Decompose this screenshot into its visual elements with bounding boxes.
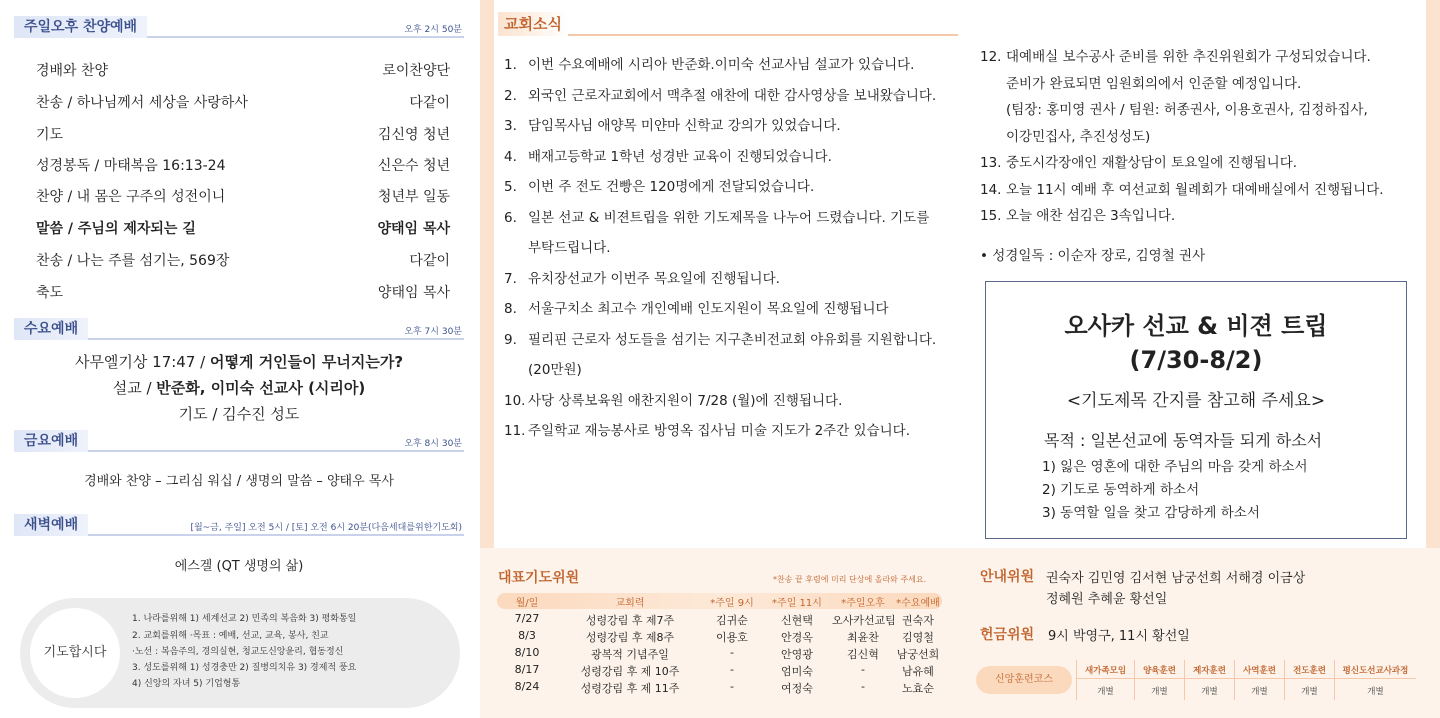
table-cell: 성령강림 후 제 10주	[580, 665, 680, 678]
news-item-number: 2.	[504, 87, 517, 104]
training-course-column	[1184, 660, 1234, 700]
training-course-column	[1076, 660, 1134, 700]
wednesday-time: 오후 7시 30분	[404, 327, 462, 337]
wednesday-title: 수요예배	[14, 318, 88, 340]
osaka-trip-box	[985, 281, 1407, 539]
order-person: 다같이	[409, 95, 450, 111]
news-item-text: 오늘 애찬 섬김은 3속입니다.	[1006, 208, 1176, 224]
news-item-number: 7.	[504, 270, 517, 287]
bible-reading: • 성경일독 : 이순자 장로, 김영철 권사	[980, 248, 1206, 264]
news-item	[504, 325, 944, 386]
order-person: 양태임 목사	[377, 221, 450, 237]
news-item	[980, 97, 1420, 124]
training-course-status: 개별	[1251, 687, 1268, 697]
training-course	[976, 660, 1416, 700]
table-cell: 8/24	[514, 680, 540, 693]
wednesday-scripture	[14, 351, 464, 372]
representatives-title: 대표기도위원	[498, 570, 580, 586]
order-item: 찬송 / 하나님께서 세상을 사랑하사	[36, 95, 248, 111]
news-item-number: 13.	[980, 155, 1002, 171]
table-row	[497, 629, 942, 645]
training-course-status: 개별	[1301, 687, 1318, 697]
news-item-number	[980, 124, 1006, 151]
table-cell: 오사카선교팀	[832, 614, 896, 627]
news-item-text: 주일학교 재능봉사로 방영옥 집사님 미술 지도가 2주간 있습니다.	[528, 423, 910, 439]
news-item-text: 사당 상록보육원 애찬지원이 7/28 (월)에 진행됩니다.	[528, 392, 843, 409]
table-cell: 안영광	[781, 648, 813, 661]
order-row	[36, 282, 450, 302]
representatives-header: *수요예배	[896, 598, 940, 609]
representatives-header: *주일오후	[841, 598, 885, 609]
order-item: 찬송 / 나는 주를 섬기는, 569장	[36, 253, 230, 269]
news-title: 교회소식	[498, 12, 568, 36]
order-person: 양태임 목사	[377, 285, 450, 301]
news-item	[980, 150, 1420, 177]
sunday-pm-header	[14, 16, 464, 38]
training-course-name: 사역훈련	[1243, 666, 1276, 676]
table-cell: 신현택	[781, 614, 813, 627]
news-item-number: 15.	[980, 208, 1002, 224]
training-course-column	[1284, 660, 1334, 700]
wednesday-preacher-name: 반준화, 이미숙 선교사 (시리아)	[156, 379, 366, 397]
osaka-prayer-3: 3) 동역할 일을 찾고 감당하게 하소서	[1042, 505, 1260, 521]
news-item-text: 오늘 11시 예배 후 여선교회 월례회가 대예배실에서 진행됩니다.	[1006, 181, 1384, 198]
representatives-header-row	[497, 593, 942, 609]
news-item	[504, 142, 944, 173]
table-cell: 안경옥	[781, 631, 813, 644]
table-cell: -	[861, 663, 865, 676]
training-course-name: 제자훈련	[1193, 666, 1226, 676]
news-item	[980, 203, 1420, 230]
news-item-number: 1.	[504, 57, 517, 73]
training-course-name: 새가족모임	[1084, 666, 1127, 676]
news-item	[504, 111, 944, 142]
table-cell: 7/27	[514, 612, 540, 625]
training-label: 신앙훈련코스	[976, 666, 1072, 694]
order-row	[36, 155, 450, 175]
news-item	[980, 124, 1420, 151]
osaka-prayer-2: 2) 기도로 동역하게 하소서	[1042, 482, 1200, 498]
news-item-text: 이강민집사, 추진성성도)	[1006, 128, 1151, 145]
training-course-name: 전도훈련	[1293, 666, 1326, 676]
news-item-number: 11.	[504, 423, 526, 439]
news-item-text: 중도시각장애인 재활상담이 토요일에 진행됩니다.	[1006, 155, 1298, 171]
news-list-continued	[980, 44, 1420, 230]
table-cell: 광복적 기념주일	[591, 648, 669, 661]
table-cell: 8/10	[514, 646, 540, 659]
news-item	[980, 71, 1420, 98]
table-cell: 김영철	[902, 631, 934, 644]
news-item-text: 유치장선교가 이번주 목요일에 진행됩니다.	[528, 270, 780, 287]
news-item-number: 10.	[504, 392, 526, 409]
order-item: 성경봉독 / 마태복음 16:13-24	[36, 158, 226, 174]
training-course-column	[1134, 660, 1184, 700]
order-item: 기도	[36, 127, 64, 143]
order-person: 김신영 청년	[377, 127, 450, 143]
table-cell: 최윤찬	[847, 631, 879, 644]
osaka-dates: (7/30-8/2)	[1129, 346, 1263, 374]
news-list	[504, 50, 944, 447]
table-cell: 성령강림 후 제7주	[585, 614, 675, 627]
table-cell: 김귀순	[716, 614, 748, 627]
sunday-pm-time: 오후 2시 50분	[404, 25, 462, 35]
training-course-status: 개별	[1097, 687, 1114, 697]
news-item	[504, 50, 944, 81]
prayer-box	[20, 598, 460, 708]
table-cell: 여정숙	[781, 682, 813, 695]
offering-line: 9시 박영구, 11시 황선일	[1048, 629, 1190, 644]
news-item-number: 8.	[504, 301, 517, 317]
order-item: 축도	[36, 285, 64, 301]
news-item-text: 필리핀 근로자 성도들을 섬기는 지구촌비전교회 야유회를 지원합니다. (20만원)	[528, 331, 937, 378]
table-cell: 이용호	[716, 631, 748, 644]
osaka-prayer-1: 1) 잃은 영혼에 대한 주님의 마음 갖게 하소서	[1042, 459, 1308, 475]
news-item-text: 외국인 근로자교회에서 맥추절 애찬에 대한 감사영상을 보내왔습니다.	[528, 87, 937, 104]
prayer-line: 2. 교회를위해 ·목표 : 예배, 선교, 교육, 봉사, 친교	[132, 631, 329, 641]
representatives-header: 월/일	[515, 598, 539, 609]
order-person: 다같이	[409, 253, 450, 269]
news-item-text: 이번 주 전도 건빵은 120명에게 전달되었습니다.	[528, 179, 815, 195]
wednesday-header	[14, 318, 464, 340]
osaka-title: 오사카 선교 & 비젼 트립	[1064, 312, 1328, 340]
news-item-text: 배재고등학교 1학년 성경반 교육이 진행되었습니다.	[528, 148, 832, 165]
representatives-header: *주일 9시	[710, 598, 754, 609]
news-item-text: 담임목사님 애양목 미얀마 신학교 강의가 있었습니다.	[528, 118, 841, 134]
order-item: 찬양 / 내 몸은 구주의 성전이니	[36, 189, 226, 205]
news-item-number: 9.	[504, 331, 517, 348]
wednesday-sermon-title: 어떻게 거인들이 무너지는가?	[210, 353, 404, 371]
news-item-number: 6.	[504, 209, 517, 226]
prayer-line: ·노선 : 복음주의, 경의실현, 청교도신앙윤리, 협동정신	[132, 647, 344, 657]
news-item	[504, 294, 944, 325]
table-cell: 남유혜	[902, 665, 934, 678]
news-item	[504, 203, 944, 264]
table-cell: -	[730, 646, 734, 659]
table-row	[497, 663, 942, 679]
news-item	[504, 416, 944, 447]
table-cell: 남궁선희	[896, 648, 940, 661]
training-course-status: 개별	[1201, 687, 1218, 697]
news-item-text: 대예배실 보수공사 준비를 위한 추진위원회가 구성되었습니다.	[1006, 49, 1371, 65]
news-item-text: 일본 선교 & 비젼트립을 위한 기도제목을 나누어 드렸습니다. 기도를 부탁드립니다.	[528, 209, 930, 256]
table-row	[497, 680, 942, 696]
table-cell: 8/17	[514, 663, 540, 676]
prayer-label: 기도합시다	[30, 608, 120, 698]
table-cell: 권숙자	[902, 614, 934, 627]
news-item-text: 이번 수요예배에 시리아 반준화.이미숙 선교사님 설교가 있습니다.	[528, 57, 915, 73]
friday-line: 경배와 찬양 – 그리심 워십 / 생명의 말씀 – 양태우 목사	[84, 474, 394, 489]
news-item-text: 준비가 완료되면 임원회의에서 인준할 예정입니다.	[1006, 75, 1302, 92]
training-course-column	[1334, 660, 1416, 700]
dawn-title: 새벽예배	[14, 514, 88, 536]
order-person: 로이찬양단	[382, 63, 450, 79]
friday-title: 금요예배	[14, 430, 88, 452]
news-item	[980, 177, 1420, 204]
table-cell: 노효순	[902, 682, 934, 695]
news-item-text: 서울구치소 최고수 개인예배 인도지원이 목요일에 진행됩니다	[528, 301, 889, 317]
dawn-time: [월~금, 주일] 오전 5시 / [토] 오전 6시 20분(다음세대를위한기도회)	[190, 523, 462, 533]
training-course-column	[1234, 660, 1284, 700]
table-cell: -	[730, 680, 734, 693]
order-row	[36, 186, 450, 206]
news-item	[980, 44, 1420, 71]
prayer-line: 4) 신앙의 자녀 5) 기업형통	[132, 679, 241, 689]
representatives-header: *주일 11시	[772, 598, 822, 609]
representatives-header: 교회력	[615, 598, 645, 609]
news-item-number: 14.	[980, 181, 1002, 198]
training-course-status: 개별	[1367, 687, 1384, 697]
friday-time: 오후 8시 30분	[404, 439, 462, 449]
news-item-number: 12.	[980, 49, 1002, 65]
guides-title: 안내위원	[980, 569, 1035, 585]
dawn-header	[14, 514, 464, 536]
table-cell: -	[861, 680, 865, 693]
guides-line-2: 정혜원 추혜윤 황선일	[1046, 592, 1168, 607]
order-row	[36, 218, 450, 238]
order-item: 말씀 / 주님의 제자되는 길	[36, 221, 196, 237]
order-person: 청년부 일동	[377, 189, 450, 205]
wednesday-prayer: 기도 / 김수진 성도	[178, 405, 300, 423]
wednesday-preacher	[14, 377, 464, 398]
table-cell: 성령강림 후 제 11주	[580, 682, 680, 695]
news-item	[504, 81, 944, 112]
guides-line-1: 권숙자 김민영 김서현 남궁선희 서해경 이금상	[1046, 571, 1306, 586]
osaka-subtitle: <기도제목 간지를 참고해 주세요>	[1066, 391, 1326, 411]
news-item-number: 4.	[504, 148, 517, 165]
dawn-line: 에스겔 (QT 생명의 삶)	[174, 559, 304, 574]
wednesday-scripture-ref: 사무엘기상 17:47 /	[74, 353, 210, 371]
prayer-line: 3. 성도를위해 1) 성경충만 2) 질병의치유 3) 경제적 풍요	[132, 663, 357, 673]
sunday-pm-title: 주일오후 찬양예배	[14, 16, 147, 38]
news-item-number	[980, 97, 1006, 124]
representatives-note: *찬송 끝 후렴에 미리 단상에 올라와 주세요.	[773, 575, 927, 584]
training-course-name: 평신도선교사과정	[1342, 666, 1409, 676]
order-person: 신은수 청년	[377, 158, 450, 174]
training-course-name: 양육훈련	[1143, 666, 1176, 676]
friday-header	[14, 430, 464, 452]
news-item-number: 5.	[504, 179, 517, 195]
table-cell: 엄미숙	[781, 665, 813, 678]
osaka-goal: 목적 : 일본선교에 동역자들 되게 하소서	[1044, 431, 1323, 450]
news-item	[504, 172, 944, 203]
offering-title: 헌금위원	[980, 627, 1035, 643]
table-cell: 성령강림 후 제8주	[585, 631, 675, 644]
wednesday-preacher-label: 설교 /	[112, 379, 157, 397]
prayer-line: 1. 나라를위해 1) 세계선교 2) 민족의 복음화 3) 평화통일	[132, 614, 357, 624]
news-item-number: 3.	[504, 118, 517, 134]
table-row	[497, 646, 942, 662]
news-item	[504, 386, 944, 417]
table-cell: 김신혁	[847, 648, 879, 661]
order-row	[36, 60, 450, 80]
order-item: 경배와 찬양	[36, 63, 109, 79]
order-row	[36, 124, 450, 144]
table-row	[497, 612, 942, 628]
news-item-number	[980, 71, 1006, 98]
table-cell: -	[730, 663, 734, 676]
training-course-status: 개별	[1151, 687, 1168, 697]
news-item	[504, 264, 944, 295]
table-cell: 8/3	[518, 629, 536, 642]
order-row	[36, 92, 450, 112]
news-header	[498, 12, 958, 36]
order-row	[36, 250, 450, 270]
news-item-text: (팀장: 홍미영 권사 / 팀원: 허종권사, 이용호권사, 김정하집사,	[1006, 102, 1368, 118]
